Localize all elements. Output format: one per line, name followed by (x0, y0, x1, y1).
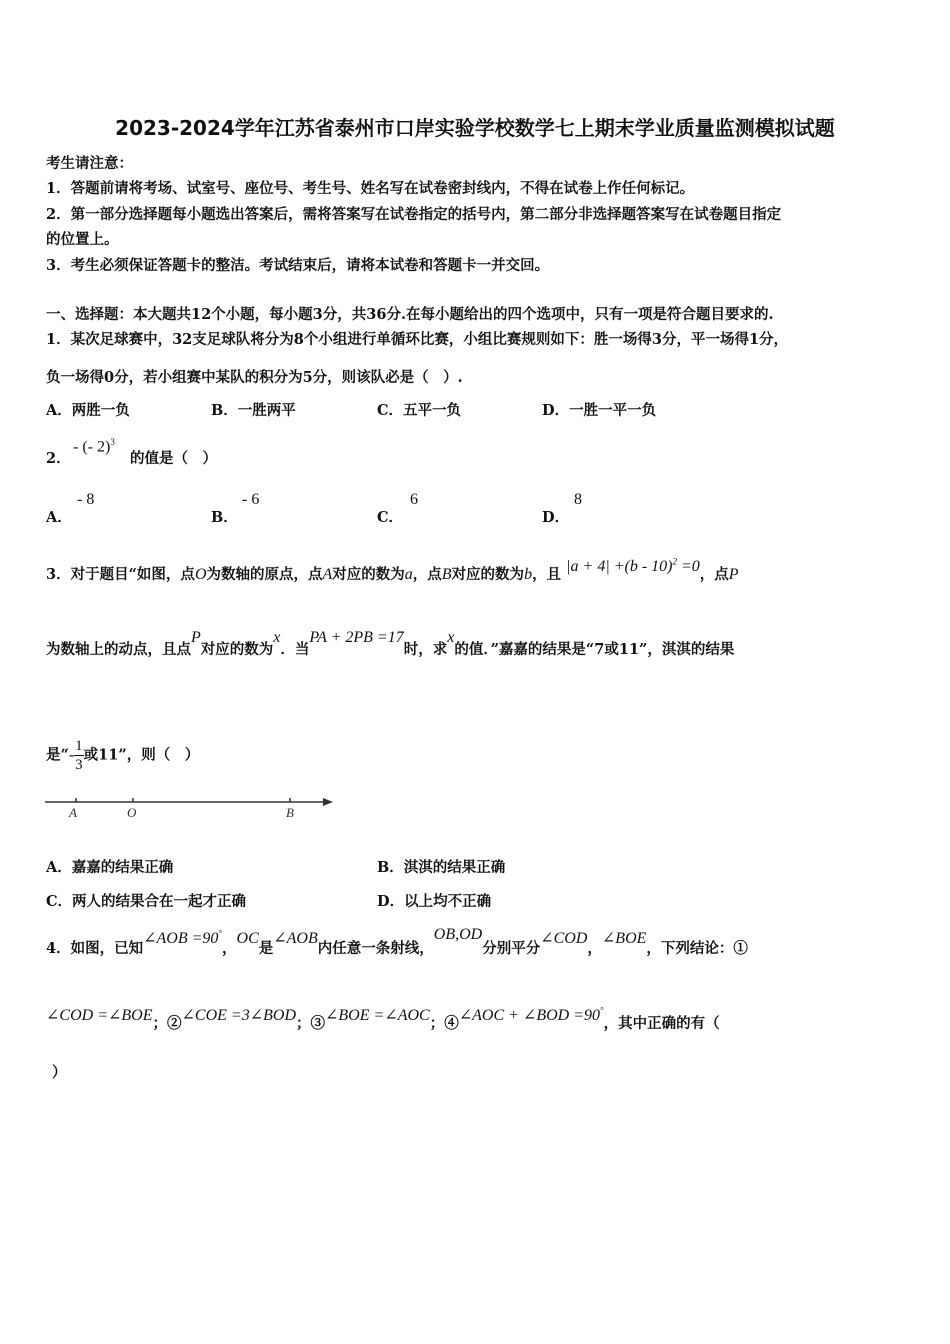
q2-base: - (- 2) (73, 438, 111, 456)
section-heading: 一、选择题：本大题共12个小题，每小题3分，共36分.在每小题给出的四个选项中，只有一项是符合题目要求的. (46, 306, 774, 323)
page-title: 2023-2024学年江苏省泰州市口岸实验学校数学七上期末学业质量监测模拟试题 (115, 116, 835, 140)
fraction-denominator: 3 (75, 757, 83, 773)
number-line-figure (45, 793, 345, 823)
notice-item-2: 2．第一部分选择题每小题选出答案后，需将答案写在试卷指定的括号内，第二部分非选择题答案写在试卷题目指定 (46, 206, 782, 223)
q3-var-p: P (728, 566, 739, 583)
q3-var-a-point: A (322, 566, 333, 583)
q3-square-term: (b - 10) (624, 558, 673, 575)
q4-angle-boe: ∠BOE (601, 930, 647, 947)
notice-heading: 考生请注意： (46, 155, 133, 172)
q4-text: ；② (152, 1015, 182, 1032)
q3-text: 时，求 (403, 641, 448, 658)
question-3-line-1 (46, 556, 739, 584)
q4-angle-sum: ∠AOC + ∠BOD =90 (458, 1007, 601, 1024)
q3-var-x: x (273, 629, 281, 646)
q3-condition (566, 558, 700, 575)
q4-angle: ∠AOB =90 (143, 930, 219, 947)
q4-text: 分别平分 (482, 940, 541, 957)
question-2-number: 2． (46, 450, 71, 467)
q3-var-a: a (404, 566, 413, 583)
q4-conclusion-2: ∠COE =3∠BOD (181, 1007, 296, 1024)
q3-minus: - (68, 746, 75, 764)
q3-text: ．当 (280, 641, 310, 658)
q3-var-x: x (447, 629, 455, 646)
q2-exponent: 3 (110, 437, 115, 447)
q3-text: 为数轴上的动点，且点 (46, 641, 191, 658)
question-1-line-1: 1．某次足球赛中，32支足球队将分为8个小组进行单循环比赛，小组比赛规则如下：胜一场得3分，平一场得1分， (46, 331, 789, 348)
q3-text: 对应的数为 (332, 566, 405, 583)
q3-text: ，点 (412, 566, 442, 583)
q1-option-d: D．一胜一平一负 (542, 402, 657, 419)
q4-angle-cod: ∠COD (540, 930, 588, 947)
axis-label-b: B (286, 805, 294, 820)
q4-text: 内任意一条射线， (317, 940, 434, 957)
q3-text: 为数轴的原点，点 (206, 566, 323, 583)
q4-angle-aob-90 (143, 930, 222, 947)
q4-rays-ob-od: OB,OD (433, 926, 483, 943)
q2-option-d-value: 8 (574, 491, 582, 508)
q4-conclusion-4 (459, 1007, 604, 1024)
q4-conclusion-3: ∠BOE =∠AOC (325, 1007, 430, 1024)
q3-text: 的值．”嘉嘉的结果是“7或11”，淇淇的结果 (454, 641, 735, 658)
q3-option-a: A．嘉嘉的结果正确 (46, 859, 174, 876)
q3-text: ，且 (532, 566, 562, 583)
notice-item-1: 1．答题前请将考场、试室号、座位号、考生号、姓名写在试卷密封线内，不得在试卷上作任何标记。 (46, 180, 695, 197)
degree-symbol: ° (218, 928, 223, 939)
q4-text: ， (587, 940, 602, 957)
q3-text: 对应的数为 (451, 566, 525, 583)
q4-text: ；④ (429, 1015, 459, 1032)
q3-option-d: D．以上均不正确 (377, 893, 492, 910)
q3-var-o: O (194, 566, 207, 583)
q3-text: 3．对于题目“如图，点 (46, 566, 195, 583)
q2-option-b-label: B． (211, 509, 238, 526)
q1-option-b: B．一胜两平 (211, 402, 296, 419)
q3-plus: + (613, 558, 625, 575)
q2-option-c-value: 6 (410, 491, 418, 508)
q3-exponent: 2 (672, 556, 677, 567)
q4-angle-aob: ∠AOB (273, 930, 318, 947)
axis-label-o: O (127, 805, 137, 820)
q2-option-c-label: C． (377, 509, 404, 526)
q4-conclusion-1: ∠COD =∠BOE (46, 1007, 153, 1024)
q3-abs-term: |a + 4| (566, 558, 610, 575)
question-3-line-3 (46, 737, 199, 774)
q3-text: ，点 (699, 566, 729, 583)
q3-equals: =0 (681, 558, 700, 575)
question-4-line-2 (46, 1005, 720, 1033)
q3-var-p: P (191, 629, 201, 646)
q4-text: ，下列结论：① (646, 940, 748, 957)
q3-text: 是“ (46, 746, 69, 764)
arrow-right-icon (323, 798, 333, 806)
q4-text: ，其中正确的有（ (603, 1015, 720, 1032)
q3-condition-2: PA + 2PB =17 (309, 629, 404, 646)
q4-ray-oc: OC (236, 930, 259, 947)
q4-text: 是 (258, 940, 274, 957)
question-2-text: 的值是（ ） (130, 450, 217, 467)
q2-option-b-value: - 6 (242, 491, 260, 508)
q1-option-c: C．五平一负 (377, 402, 462, 419)
q4-text: 4．如图，已知 (46, 940, 144, 957)
notice-item-3: 3．考生必须保证答题卡的整洁。考试结束后，请将本试卷和答题卡一并交回。 (46, 257, 550, 274)
q2-option-a-value: - 8 (77, 491, 95, 508)
axis-label-a: A (69, 805, 77, 820)
degree-symbol: ° (600, 1005, 604, 1016)
notice-item-2-cont: 的位置上。 (46, 231, 119, 248)
q3-option-b: B．淇淇的结果正确 (377, 859, 506, 876)
fraction-numerator: 1 (75, 738, 83, 754)
question-3-line-2 (46, 629, 735, 659)
q3-option-c: C．两人的结果合在一起才正确 (46, 893, 247, 910)
q4-text: ， (222, 940, 237, 957)
q3-var-b-point: B (441, 566, 452, 583)
q3-fraction (74, 737, 84, 774)
q4-text: ；③ (296, 1015, 325, 1032)
question-4-close-paren: ） (52, 1064, 67, 1081)
q2-option-d-label: D． (542, 509, 570, 526)
question-1-line-2: 负一场得0分，若小组赛中某队的积分为5分，则该队必是（ ）. (46, 369, 463, 386)
q3-text: 对应的数为 (200, 641, 274, 658)
q3-text: 或11”，则（ ） (83, 746, 200, 764)
q1-option-a: A．两胜一负 (46, 402, 130, 419)
question-2-expression (73, 437, 115, 456)
question-4-line-1 (46, 926, 748, 958)
q2-option-a-label: A． (46, 509, 72, 526)
q3-var-b: b (524, 566, 533, 583)
